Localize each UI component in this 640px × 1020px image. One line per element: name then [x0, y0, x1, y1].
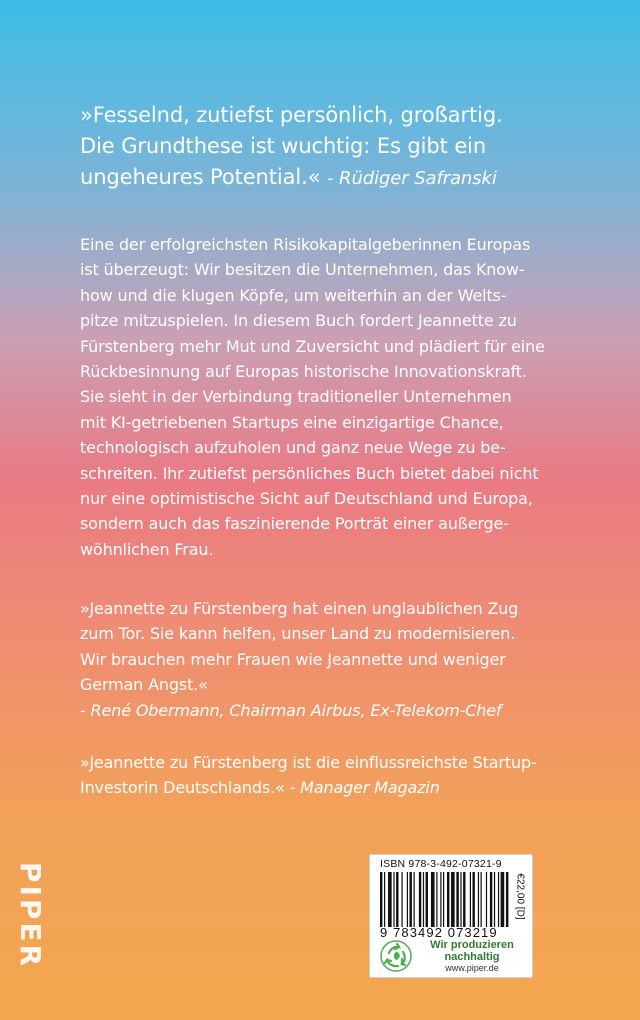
barcode-bar	[384, 872, 385, 927]
barcode-bar	[388, 872, 392, 927]
blurb-line: technologisch aufzuholen und ganz neue Wege zu be-	[80, 438, 506, 458]
barcode-bar	[494, 872, 495, 927]
barcode-bar	[460, 872, 461, 927]
testimonial-line: »Jeannette zu Fürstenberg hat einen unglaublichen Zug	[80, 599, 519, 618]
blurb-line: Sie sieht in der Verbindung traditioneller Unternehmen	[80, 387, 512, 407]
featured-quote	[80, 100, 600, 194]
barcode-bar	[407, 872, 408, 927]
barcode-bar	[380, 872, 382, 927]
testimonial-author: - René Obermann, Chairman Airbus, Ex-Telekom-Chef	[80, 700, 502, 720]
barcode-bar	[486, 872, 487, 927]
blurb-line: Rückbesinnung auf Europas historische Innovationskraft.	[80, 362, 527, 382]
barcode-bar	[396, 872, 398, 927]
barcode-bar	[426, 872, 428, 927]
barcode-bar	[506, 872, 508, 927]
blurb-text	[80, 232, 558, 562]
testimonial-line: zum Tor. Sie kann helfen, unser Land zu modernisieren.	[80, 624, 516, 644]
sustainability-text	[418, 939, 526, 974]
testimonial-obermann	[80, 596, 558, 723]
featured-quote-author: - Rüdiger Safranski	[327, 168, 497, 189]
barcode-bar	[414, 872, 415, 927]
barcode-bar	[490, 872, 492, 927]
blurb-line: Eine der erfolgreichsten Risikokapitalgeberinnen Europas	[80, 235, 531, 254]
barcode-bar	[431, 872, 435, 927]
publisher-name: PIPER	[14, 861, 48, 970]
blurb-line: pitze mitzuspielen. In diesem Buch fordert Jeannette zu	[80, 311, 517, 331]
featured-quote-line: »Fesselnd, zutiefst persönlich, großartig.	[80, 103, 503, 127]
blurb-line: sondern auch das faszinierende Porträt einer außerge-	[80, 514, 509, 534]
testimonial-text: Investorin Deutschlands.«	[80, 778, 290, 798]
barcode-box	[369, 854, 533, 978]
price-label	[513, 861, 527, 931]
barcode-bar	[440, 872, 441, 927]
barcode-bar	[419, 872, 421, 927]
publisher-url: www.piper.de	[445, 963, 499, 973]
barcode-bar	[443, 872, 444, 927]
testimonial-manager-magazin	[80, 750, 558, 801]
sustainability-badge	[374, 939, 528, 973]
barcode-bar	[481, 872, 482, 927]
testimonial-line: German Angst.«	[80, 675, 208, 695]
blurb-line: how und die klugen Köpfe, um weiterhin an der Welts-	[80, 285, 507, 305]
blurb-line: mit KI-getriebenen Startups eine einzigartige Chance,	[80, 412, 504, 432]
blurb-line: wöhnlichen Frau.	[80, 539, 214, 559]
price-text: €22,00 [D]	[514, 872, 526, 920]
publisher-logo	[14, 858, 48, 973]
testimonial-line	[80, 775, 558, 800]
testimonial-line: »Jeannette zu Fürstenberg ist die einflussreichste Startup-	[80, 753, 537, 772]
featured-quote-line	[80, 162, 600, 194]
barcode-bar	[463, 872, 465, 927]
testimonial-author: - Manager Magazin	[289, 778, 440, 798]
featured-quote-text: ungeheures Potential.«	[80, 165, 328, 189]
barcode-bar	[436, 872, 437, 927]
barcode-bar	[501, 872, 505, 927]
barcode-image	[380, 872, 510, 927]
testimonial-line: Wir brauchen mehr Frauen wie Jeannette und weniger	[80, 649, 506, 669]
isbn-text: ISBN 978-3-492-07321-9	[380, 858, 502, 870]
barcode-bar	[401, 872, 402, 927]
barcode-bar	[423, 872, 424, 927]
barcode-bar	[393, 872, 394, 927]
barcode-bar	[409, 872, 411, 927]
blurb-line: nur eine optimistische Sicht auf Deutschland und Europa,	[80, 489, 533, 509]
barcode-bar	[451, 872, 455, 927]
recycle-leaf-icon	[380, 940, 412, 972]
blurb-line: Fürstenberg mehr Mut und Zuversicht und plädiert für eine	[80, 336, 545, 356]
sustainability-line: nachhaltig	[444, 951, 500, 963]
barcode-bar	[447, 872, 449, 927]
barcode-bar	[478, 872, 479, 927]
barcode-bar	[472, 872, 474, 927]
barcode-digits: 9 783492 073219	[380, 925, 498, 940]
featured-quote-line: Die Grundthese ist wuchtig: Es gibt ein	[80, 134, 487, 158]
sustainability-line: Wir produzieren	[430, 939, 514, 951]
blurb-line: ist überzeugt: Wir besitzen die Unternehmen, das Know-	[80, 260, 525, 280]
blurb-line: schreiten. Ihr zutiefst persönliches Buch bietet dabei nicht	[80, 463, 539, 483]
barcode-bar	[456, 872, 458, 927]
barcode-bar	[470, 872, 471, 927]
barcode-bar	[498, 872, 499, 927]
